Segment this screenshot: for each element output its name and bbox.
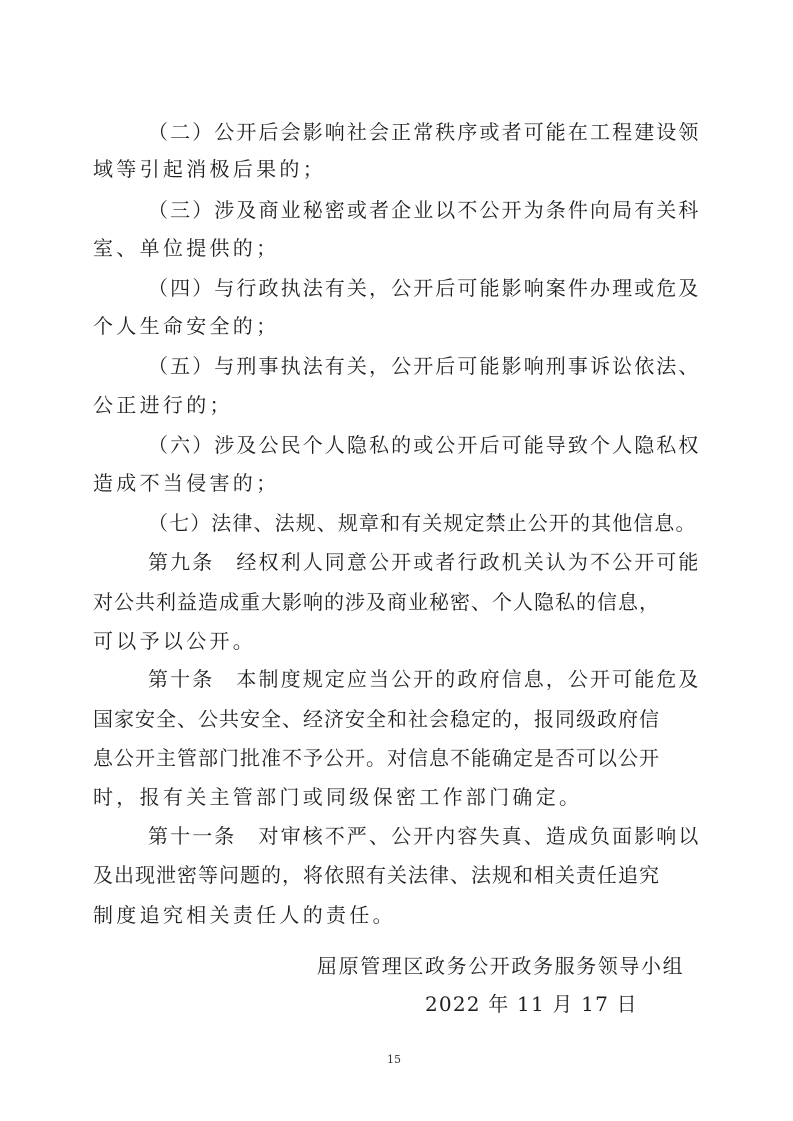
issuer-signature: 屈原管理区政务公开政务服务领导小组 [317,954,685,978]
issue-date: 2022 年 11 月 17 日 [425,992,638,1016]
article-9-line-1: 第九条 经权利人同意公开或者行政机关认为不公开可能 [148,550,701,574]
article-11-line-2: 及出现泄密等问题的，将依照有关法律、法规和相关责任追究 [93,863,660,887]
article-11-line-3: 制度追究相关责任人的责任。 [93,903,396,927]
article-10-line-4: 时，报有关主管部门或同级保密工作部门确定。 [93,785,583,809]
paragraph-5-line-2: 公正进行的； [93,393,233,417]
article-10-line-3: 息公开主管部门批准不予公开。对信息不能确定是否可以公开 [93,746,660,770]
paragraph-3-line-2: 室、单位提供的； [93,236,280,260]
page-number: 15 [387,1053,401,1066]
paragraph-4-line-1: （四）与行政执法有关，公开后可能影响案件办理或危及 [148,276,701,300]
paragraph-6-line-2: 造成不当侵害的； [93,471,280,495]
article-9-line-2: 对公共利益造成重大影响的涉及商业秘密、个人隐私的信息， [93,590,660,614]
article-11-line-1: 第十一条 对审核不严、公开内容失真、造成负面影响以 [148,824,701,848]
article-10-line-1: 第十条 本制度规定应当公开的政府信息，公开可能危及 [148,667,701,691]
paragraph-7-line-1: （七）法律、法规、规章和有关规定禁止公开的其他信息。 [148,511,697,535]
paragraph-3-line-1: （三）涉及商业秘密或者企业以不公开为条件向局有关科 [148,198,701,222]
paragraph-2-line-1: （二）公开后会影响社会正常秩序或者可能在工程建设领 [148,120,701,144]
paragraph-5-line-1: （五）与刑事执法有关，公开后可能影响刑事诉讼依法、 [148,354,701,378]
paragraph-4-line-2: 个人生命安全的； [93,314,280,338]
article-9-line-3: 可以予以公开。 [93,629,257,653]
paragraph-6-line-1: （六）涉及公民个人隐私的或公开后可能导致个人隐私权 [148,433,701,457]
paragraph-2-line-2: 域等引起消极后果的； [93,157,326,181]
article-10-line-2: 国家安全、公共安全、经济安全和社会稳定的，报同级政府信 [93,707,660,731]
